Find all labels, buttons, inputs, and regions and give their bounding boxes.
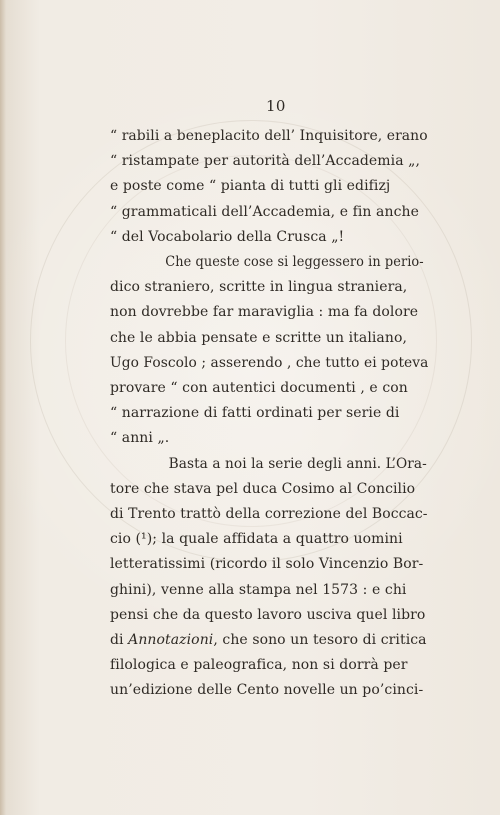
text-segment: ghini), venne alla stampa nel 1573 : e chi bbox=[110, 581, 407, 598]
text-segment: provare “ con autentici documenti , e con bbox=[110, 380, 408, 397]
text-segment: di bbox=[110, 632, 129, 649]
text-segment: che le abbia pensate e scritte un italiano, bbox=[110, 329, 407, 346]
text-line bbox=[110, 401, 428, 426]
text-segment: letteratissimi (ricordo il solo Vincenzio Bor- bbox=[110, 556, 424, 573]
text-segment: non dovrebbe far maraviglia : ma fa dolore bbox=[110, 304, 419, 321]
text-segment: “ del Vocabolario della Crusca „! bbox=[110, 228, 345, 245]
text-segment: “ grammaticali dell’Accademia, e fin anche bbox=[110, 203, 419, 220]
text-segment: e poste come “ pianta di tutti gli edifizj bbox=[110, 178, 391, 195]
text-line bbox=[110, 653, 428, 678]
body-text bbox=[110, 124, 428, 704]
text-line bbox=[110, 477, 428, 502]
page-number: 10 bbox=[266, 97, 286, 115]
text-segment: , che sono un tesoro di critica bbox=[213, 632, 427, 649]
text-line bbox=[110, 376, 428, 401]
text-line bbox=[110, 250, 424, 275]
text-line bbox=[110, 502, 427, 527]
text-segment: un’edizione delle Cento novelle un po’cinci- bbox=[110, 682, 424, 699]
text-segment: cio (¹); la quale affidata a quattro uomini bbox=[110, 531, 403, 548]
text-line bbox=[110, 174, 428, 199]
text-segment: pensi che da questo lavoro usciva quel libro bbox=[110, 606, 426, 623]
text-line bbox=[110, 275, 428, 300]
text-line bbox=[110, 149, 428, 174]
text-segment: Ugo Foscolo ; asserendo , che tutto ei poteva bbox=[110, 354, 429, 371]
text-segment: Basta a noi la serie degli anni. L’Ora- bbox=[168, 455, 427, 472]
text-line bbox=[110, 578, 428, 603]
text-segment: “ anni „. bbox=[110, 430, 170, 447]
text-segment: Che queste cose si leggessero in perio- bbox=[165, 254, 424, 271]
text-line bbox=[110, 678, 428, 703]
text-segment: tore che stava pel duca Cosimo al Concilio bbox=[110, 480, 416, 497]
text-line bbox=[110, 527, 428, 552]
text-line bbox=[110, 426, 428, 451]
page-left-edge bbox=[0, 0, 6, 815]
text-segment: “ ristampate per autorità dell’Accademia „, bbox=[110, 153, 421, 170]
text-line bbox=[110, 300, 428, 325]
text-line bbox=[110, 200, 428, 225]
text-line bbox=[110, 628, 428, 653]
text-line bbox=[110, 326, 428, 351]
italic-text-segment: Annotazioni bbox=[128, 632, 214, 649]
text-line bbox=[110, 603, 428, 628]
text-segment: filologica e paleografica, non si dorrà per bbox=[110, 657, 408, 674]
text-line bbox=[110, 452, 427, 477]
text-segment: “ narrazione di fatti ordinati per serie di bbox=[110, 405, 400, 422]
text-line bbox=[110, 552, 428, 577]
text-line bbox=[110, 351, 429, 376]
text-line bbox=[110, 124, 426, 149]
text-segment: “ rabili a beneplacito dell’ Inquisitore, erano bbox=[110, 128, 428, 144]
text-segment: dico straniero, scritte in lingua straniera, bbox=[110, 279, 408, 296]
text-line bbox=[110, 225, 428, 250]
text-segment: di Trento trattò della correzione del Boccac- bbox=[110, 506, 428, 523]
